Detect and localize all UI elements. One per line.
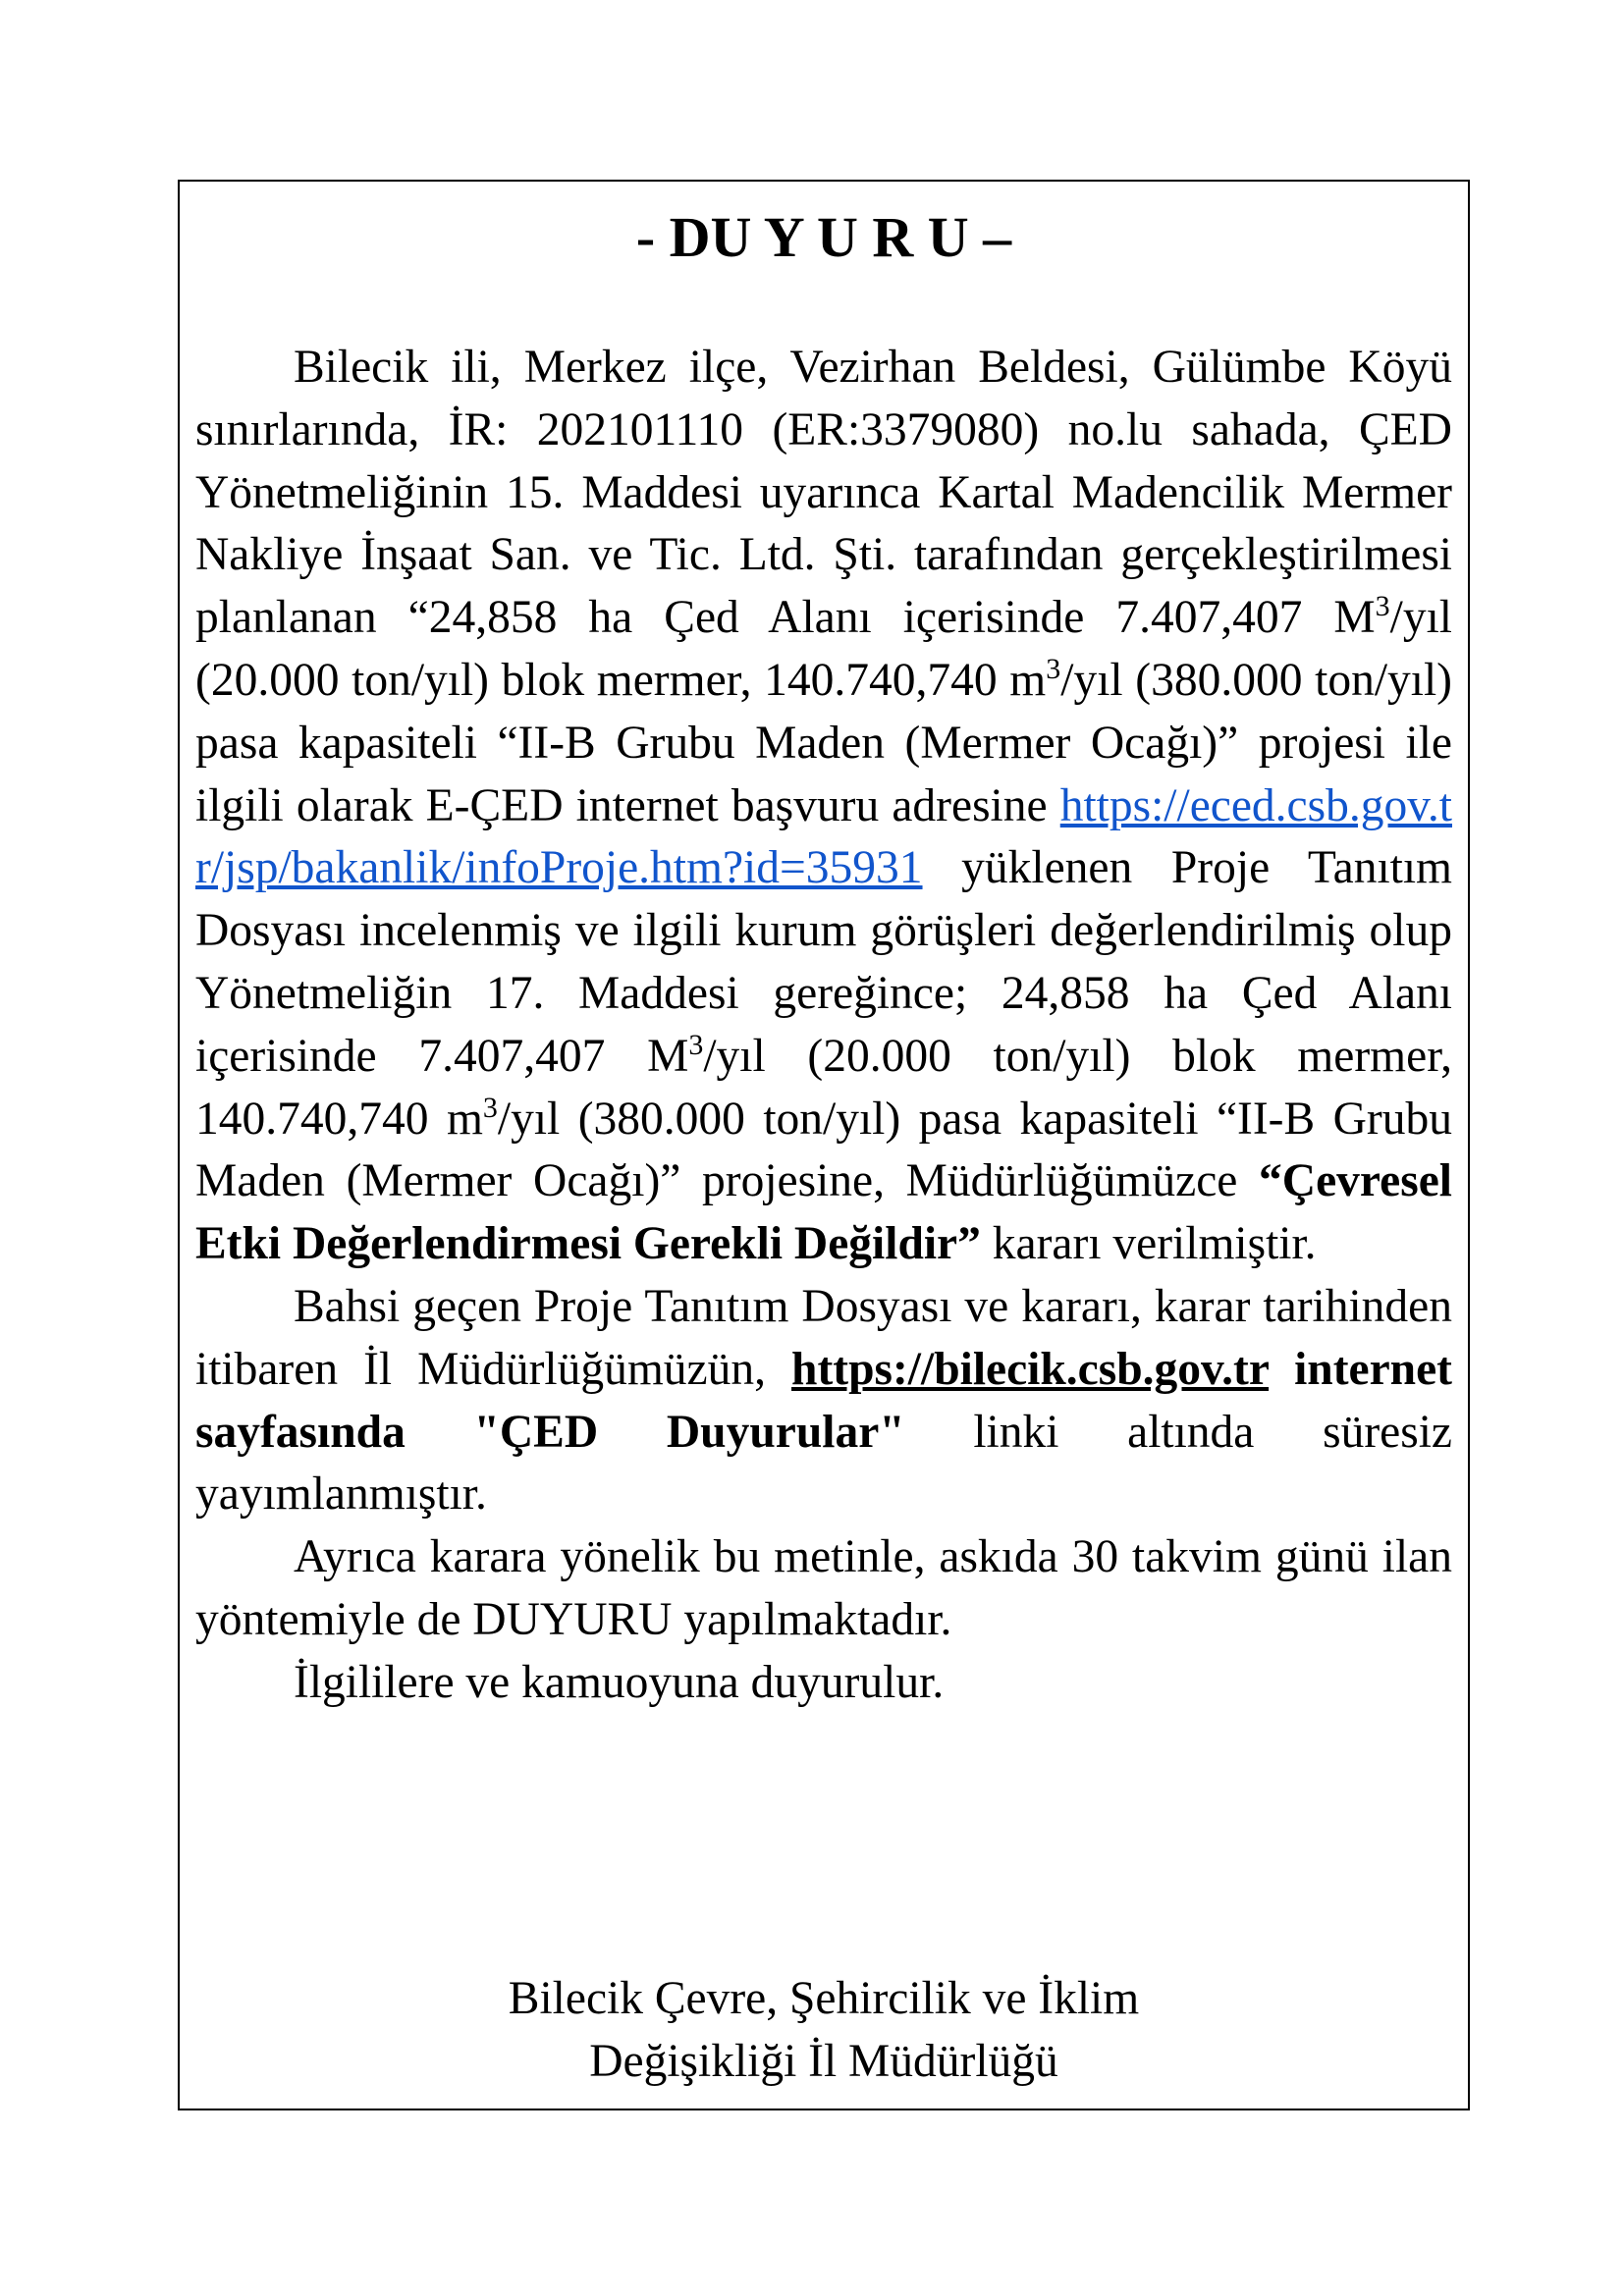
paragraph-decision-end: kararı verilmiştir. [980,1218,1317,1270]
paragraph-decision-mid1: /yıl (20.000 ton/yıl) blok mermer, 140.740,740 m [195,592,1452,706]
announcement-body [195,337,1452,1715]
superscript-3: 3 [688,1028,704,1061]
superscript-2: 3 [1046,653,1061,686]
paragraph-publication [195,1276,1452,1526]
page-title: - DU Y U R U – [635,205,1012,269]
paragraph-publication-end: linki altında süresiz yayımlanmıştır. [195,1406,1452,1521]
paragraph-decision-mid2: /yıl (380.000 ton/yıl) pasa kapasiteli “II-B Grubu Maden (Mermer Ocağı)” projesi ile ilgili olarak E-ÇED internet başvuru adresine [195,654,1452,831]
signature-block [180,1968,1468,2094]
eced-project-link[interactable]: https://eced.csb.gov.tr/jsp/bakanlik/infoProje.htm?id=35931 [195,779,1452,894]
paragraph-decision [195,337,1452,1276]
paragraph-decision-after-link: yüklenen Proje Tanıtım Dosyası incelenmiş ve ilgili kurum görüşleri değerlendirilmiş olup Yönetmeliğin 17. Maddesi gereğince; 24,858 ha Çed Alanı içerisinde 7.407,407 M [195,842,1452,1082]
signature-line-1: Bilecik Çevre, Şehircilik ve İklim [508,1973,1140,2024]
paragraph-decision-mid3: /yıl (20.000 ton/yıl) blok mermer, 140.740,740 m [195,1030,1452,1145]
signature-line-2: Değişikliği İl Müdürlüğü [589,2035,1058,2087]
directorate-website-link[interactable]: https://bilecik.csb.gov.tr [791,1343,1270,1395]
announcement-frame [178,180,1470,2110]
paragraph-decision-intro: Bilecik ili, Merkez ilçe, Vezirhan Beldesi, Gülümbe Köyü sınırlarında, İR: 202101110 (ER:3379080) no.lu sahada, ÇED Yönetmeliğinin 15. Maddesi uyarınca Kartal Madencilik Mermer Nakliye İnşaat San. ve Tic. Ltd. Şti. tarafından gerçekleştirilmesi planlanan “24,858 ha Çed Alanı içerisinde 7.407,407 M [195,342,1452,644]
paragraph-closing: İlgililere ve kamuoyuna duyurulur. [294,1656,945,1708]
superscript-4: 3 [482,1091,498,1124]
paragraph-publication-intro: Bahsi geçen Proje Tanıtım Dosyası ve kararı, karar tarihinden itibaren İl Müdürlüğümüzün, [195,1280,1452,1395]
paragraph-decision-mid4: /yıl (380.000 ton/yıl) pasa kapasiteli “II-B Grubu Maden (Mermer Ocağı)” projesine, Müdürlüğümüzce [195,1093,1452,1207]
website-section-name: internet sayfasında "ÇED Duyurular" [195,1343,1453,1458]
superscript-1: 3 [1375,590,1390,623]
decision-statement: “Çevresel Etki Değerlendirmesi Gerekli Değildir” [195,1155,1452,1270]
paragraph-notice: Ayrıca karara yönelik bu metinle, askıda 30 takvim günü ilan yöntemiyle de DUYURU yapılmaktadır. [195,1531,1452,1645]
